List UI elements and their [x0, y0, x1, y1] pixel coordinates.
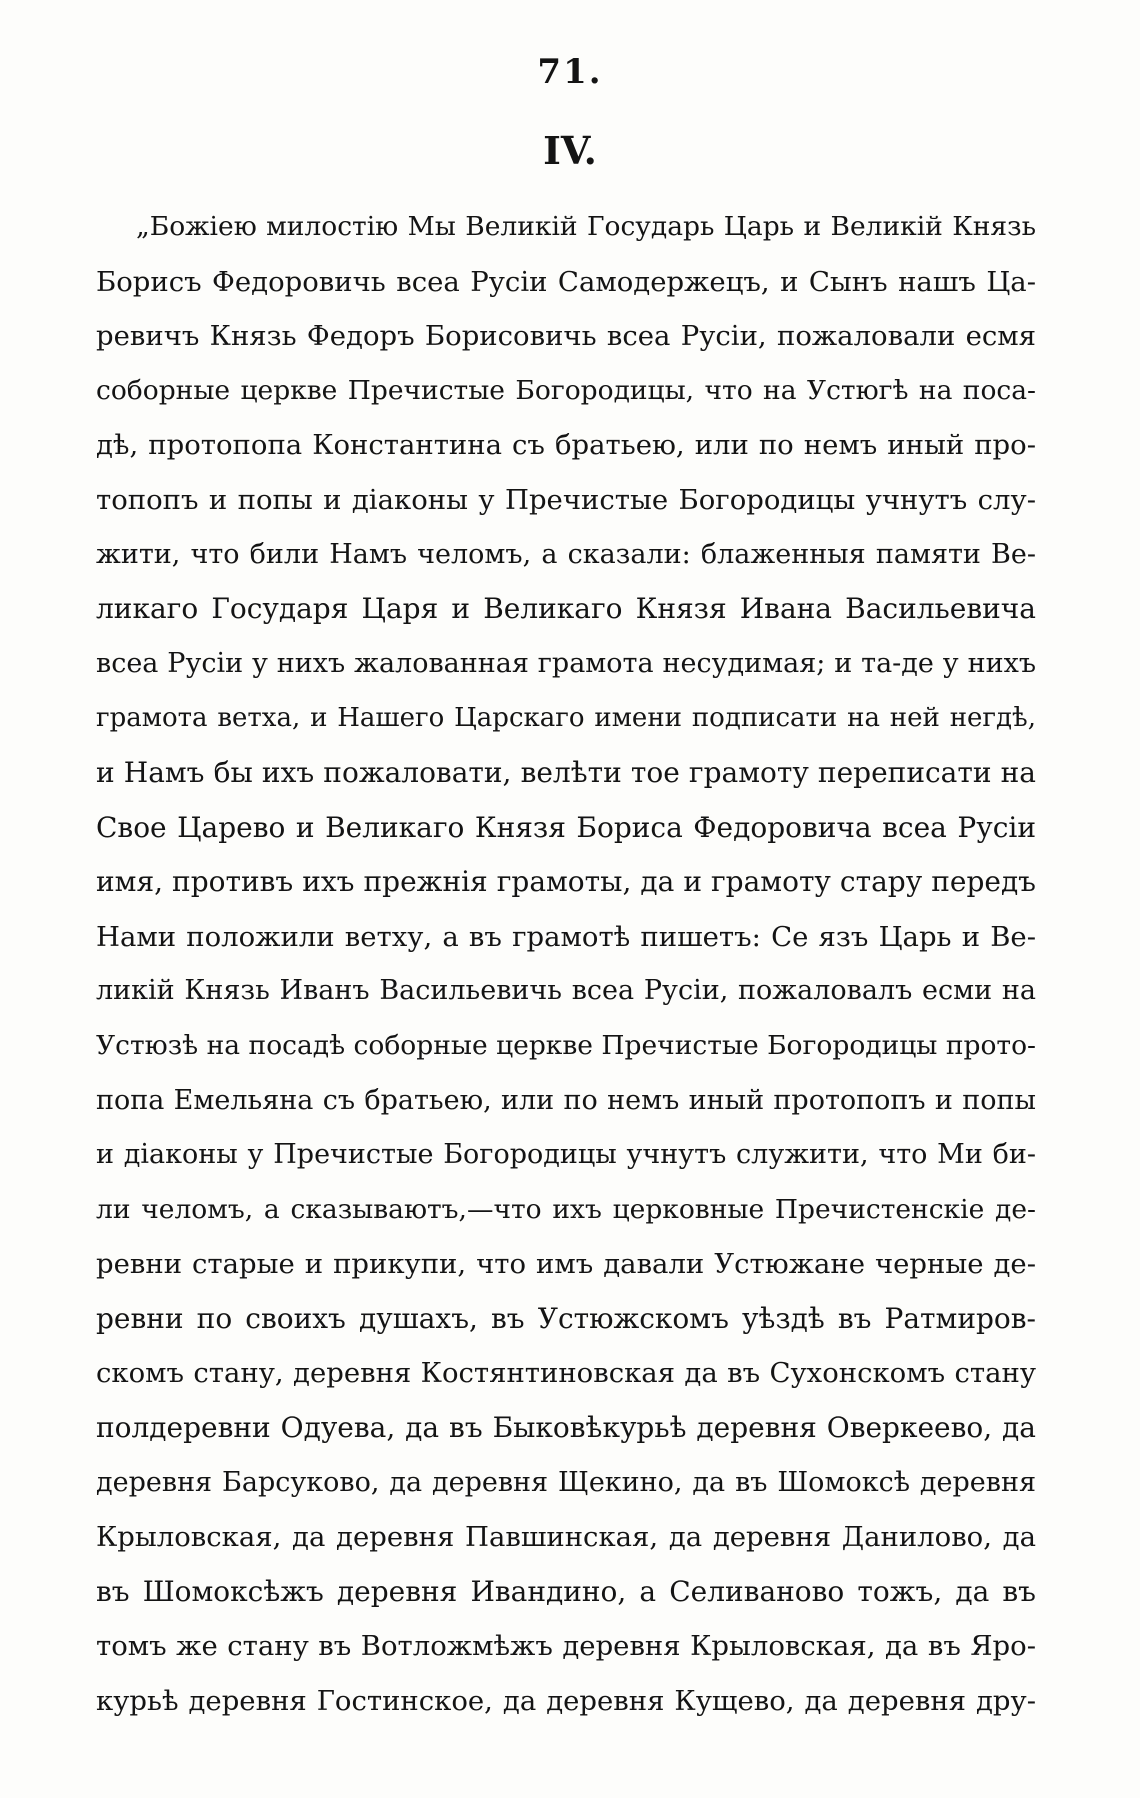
text-line: ликаго Государя Царя и Великаго Князя Ивана Васильевича [96, 592, 1036, 626]
text-line: ликiй Князь Иванъ Васильевичь всеа Русiи, пожаловалъ есми на [96, 975, 1036, 1007]
text-line: и Намъ бы ихъ пожаловати, велѣти тое грамоту переписати на [96, 755, 1036, 789]
text-line: дѣ, протопопа Константина съ братьею, или по немъ иный про- [96, 429, 1036, 462]
text-line: скомъ стану, деревня Костянтиновская да въ Сухонскомъ стану [96, 1357, 1036, 1390]
page-number: 71. [537, 52, 603, 92]
text-line: Нами положили ветху, а въ грамотѣ пишетъ: Се язъ Царь и Ве- [96, 920, 1036, 953]
text-line: и дiаконы у Пречистые Богородицы учнутъ служити, что Ми би- [96, 1139, 1036, 1171]
body-text [96, 200, 1036, 1729]
text-line: курьѣ деревня Гостинское, да деревня Кущево, да деревня дру- [96, 1685, 1036, 1718]
text-line: Крыловская, да деревня Павшинская, да деревня Данилово, да [96, 1521, 1036, 1554]
text-line: Борисъ Федоровичь всеа Русiи Самодержецъ, и Сынъ нашъ Ца- [96, 265, 1036, 298]
text-line: грамота ветха, и Нашего Царскаго имени подписати на ней негдѣ, [96, 703, 1036, 734]
text-line: попа Емельяна съ братьею, или по немъ иный протопопъ и попы [96, 1084, 1036, 1116]
text-line: жити, что били Намъ челомъ, а сказали: блаженныя памяти Ве- [96, 538, 1036, 570]
text-line: топопъ и попы и дiаконы у Пречистые Богородицы учнутъ слу- [96, 483, 1036, 516]
text-line: имя, противъ ихъ прежнiя грамоты, да и грамоту стару передъ [96, 865, 1036, 899]
text-line: ли челомъ, а сказываютъ,—что ихъ церковные Пречистенскiе де- [96, 1193, 1036, 1225]
section-heading: IV. [543, 128, 597, 173]
text-line: „Божiею милостiю Мы Великiй Государь Царь и Великiй Князь [136, 211, 1036, 242]
text-line: деревня Барсуково, да деревня Щекино, да въ Шомоксѣ деревня [96, 1466, 1036, 1498]
text-line: Свое Царево и Великаго Князя Бориса Федоровича всеа Русiи [96, 810, 1036, 844]
text-line: ревичъ Князь Федоръ Борисовичь всеа Русiи, пожаловали есмя [96, 320, 1036, 353]
text-line: ревни по своихъ душахъ, въ Устюжскомъ уѣздѣ въ Ратмиров- [96, 1301, 1036, 1335]
text-line: ревни старые и прикупи, что имъ давали Устюжане черные де- [96, 1248, 1036, 1281]
text-line: соборные церкве Пречистые Богородицы, что на Устюгѣ на поса- [96, 374, 1036, 406]
text-line: въ Шомоксѣжъ деревня Ивандино, а Селиваново тожъ, да въ [96, 1574, 1036, 1608]
text-line: всеа Русiи у нихъ жалованная грамота несудимая; и та-де у нихъ [96, 647, 1036, 679]
text-line: полдеревни Одуева, да въ Быковѣкурьѣ деревня Оверкеево, да [96, 1411, 1036, 1445]
text-line: томъ же стану въ Вотложмѣжъ деревня Крыловская, да въ Яро- [96, 1630, 1036, 1663]
text-line: Устюзѣ на посадѣ соборные церкве Пречистые Богородицы прото- [96, 1029, 1036, 1061]
